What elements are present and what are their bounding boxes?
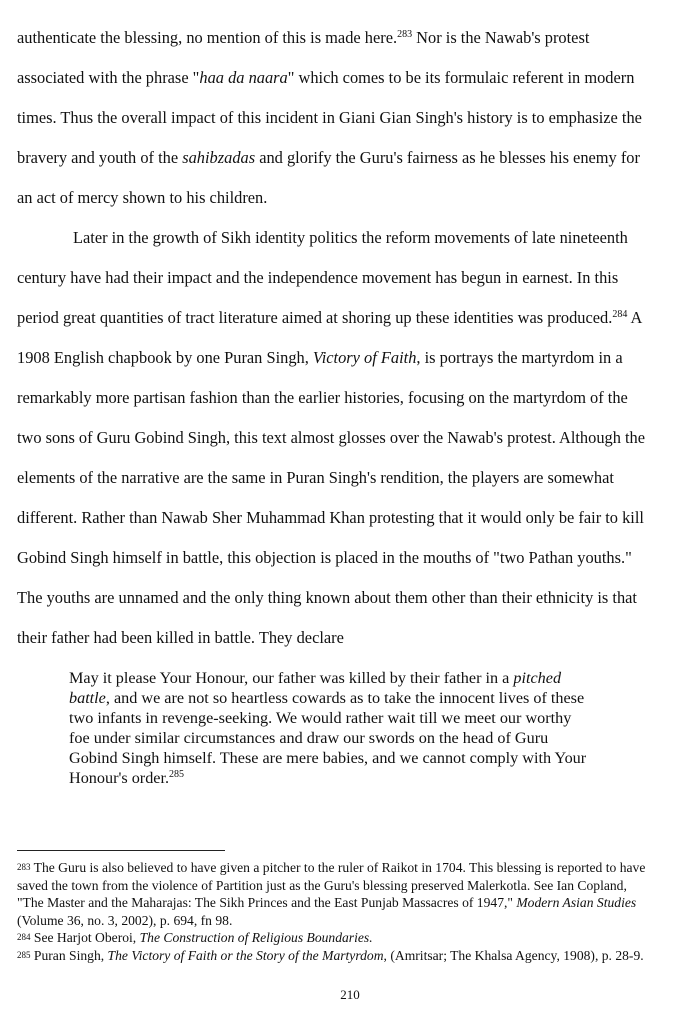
quote-line: Gobind Singh himself. These are mere babies, and we cannot comply with Your <box>69 749 587 767</box>
italic-text: sahibzadas <box>182 148 256 167</box>
footnote-ref[interactable]: 284 <box>612 309 628 320</box>
body-line: elements of the narrative are the same in Puran Singh's rendition, the players are somewhat <box>17 468 614 487</box>
quote-line: Honour's order.$^{285}$ <box>69 769 185 787</box>
body-line: century have had their impact and the independence movement has begun in earnest. In this <box>17 268 619 287</box>
footnote-number: 283 <box>17 862 31 872</box>
body-line: Gobind Singh himself in battle, this objection is placed in the mouths of "two Pathan youths." <box>17 548 632 567</box>
quote-line: May it please Your Honour, our father was killed by their father in a pitched <box>69 669 562 687</box>
body-line: two sons of Guru Gobind Singh, this text almost glosses over the Nawab's protest. Although the <box>17 428 646 447</box>
body-line: Later in the growth of Sikh identity politics the reform movements of late nineteenth <box>73 228 628 247</box>
footnote-number: 284 <box>17 932 31 943</box>
quote-line: battle, and we are not so heartless cowards as to take the innocent lives of these <box>69 689 585 707</box>
italic-text: The Victory of Faith or the Story of the Martyrdom <box>107 947 384 963</box>
footnote-line: 285 Puran Singh, The Victory of Faith or the Story of the Martyrdom, (Amritsar; The Khalsa Agency, 1908), p. 28-9. <box>17 947 644 963</box>
italic-text: Modern Asian Studies <box>516 895 637 911</box>
block-quote <box>69 668 669 788</box>
footnote-separator <box>17 850 225 851</box>
footnotes <box>17 859 697 965</box>
italic-text: The Construction of Religious Boundaries. <box>139 930 373 946</box>
body-line: times. Thus the overall impact of this incident in Giani Gian Singh's history is to emphasize the <box>17 108 642 127</box>
body-line: bravery and youth of the sahibzadas and glorify the Guru's fairness as he blesses his enemy for <box>17 148 640 167</box>
footnote-line: (Volume 36, no. 3, 2002), p. 694, fn 98. <box>17 912 233 928</box>
footnote-number: 285 <box>17 949 31 960</box>
body-line: associated with the phrase "haa da naara" which comes to be its formulaic referent in modern <box>17 68 635 87</box>
footnote-line: saved the town from the violence of Partition just as the Guru's blessing preserved Malerkotla. See Ian Copland, <box>17 877 627 893</box>
body-line: The youths are unnamed and the only thing known about them other than their ethnicity is that <box>17 588 637 607</box>
body-line: authenticate the blessing, no mention of this is made here.$^{283}$ Nor is the Nawab's protest <box>17 28 590 47</box>
italic-text: battle <box>69 689 106 707</box>
footnote-ref[interactable]: 283 <box>397 29 413 40</box>
quote-line: foe under similar circumstances and draw our swords on the head of Guru <box>69 729 549 747</box>
italic-text: haa da naara <box>199 68 288 87</box>
footnote-line: 284 See Harjot Oberoi, The Construction of Religious Boundaries. <box>17 930 373 946</box>
footnote-line: 283 The Guru is also believed to have given a pitcher to the ruler of Raikot in 1704. This blessing is reported to have <box>17 860 646 875</box>
body-line: remarkably more partisan fashion than the earlier histories, focusing on the martyrdom of the <box>17 388 628 407</box>
body-line: 1908 English chapbook by one Puran Singh, Victory of Faith, is portrays the martyrdom in a <box>17 348 623 367</box>
body-line: different. Rather than Nawab Sher Muhammad Khan protesting that it would only be fair to kill <box>17 508 644 527</box>
italic-text: pitched <box>513 669 562 687</box>
footnote-line: "The Master and the Maharajas: The Sikh Princes and the East Punjab Massacres of 1947," Modern Asian Studies <box>17 895 637 911</box>
body-line: their father had been killed in battle. They declare <box>17 628 344 647</box>
quote-line: two infants in revenge-seeking. We would rather wait till we meet our worthy <box>69 709 572 727</box>
italic-text: Victory of Faith <box>312 348 417 367</box>
footnote-ref[interactable]: 285 <box>169 769 185 780</box>
body-line: period great quantities of tract literature aimed at shoring up these identities was produced.$^{284}$ A <box>17 308 643 327</box>
page-number: 210 <box>340 987 360 1002</box>
body-line: an act of mercy shown to his children. <box>17 188 268 207</box>
